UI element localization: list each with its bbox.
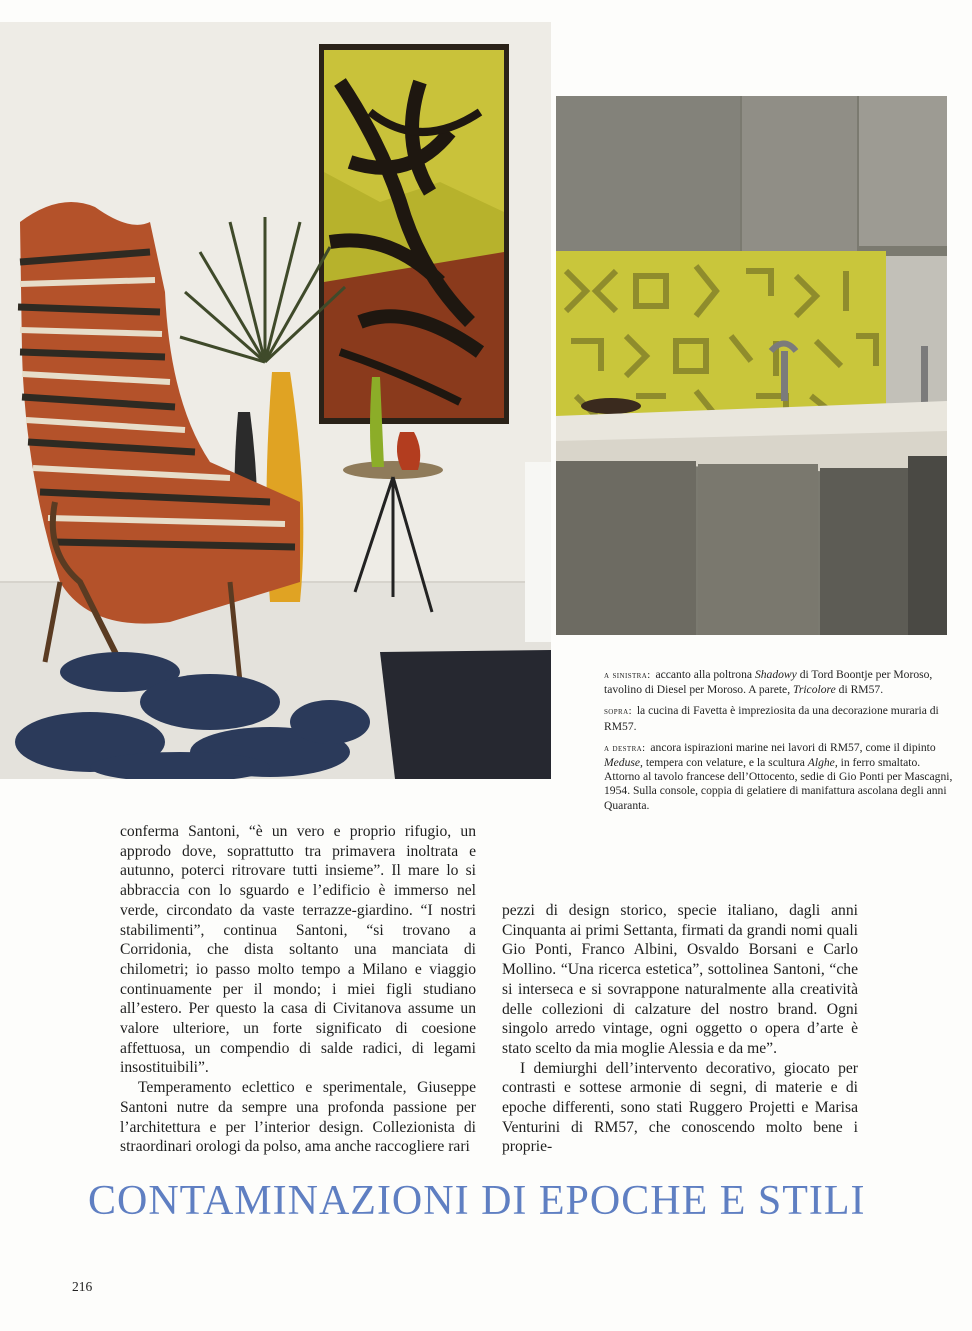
caption-right: a destra: ancora ispirazioni marine nei lavori di RM57, come il dipinto Meduse, tempera con velature, e la scultura Alghe, in ferro smaltato. Attorno al tavolo francese dell’Ottocento, sedie di Gio Ponti per Mascagni, 1954. Sulla console, coppia di gelatiere di manifattura ascolana degli anni Quaranta.	[604, 740, 953, 812]
section-headline: CONTAMINAZIONI DI EPOCHE E STILI	[88, 1178, 866, 1224]
page-number: 216	[72, 1279, 93, 1294]
caption-above: sopra: la cucina di Favetta è impreziosita da una decorazione muraria di RM57.	[604, 704, 939, 733]
paragraph: conferma Santoni, “è un vero e proprio rifugio, un approdo dove, soprattutto tra primavera inoltrata e autunno, poterci ritrovare tutti insieme”. Il mare lo si abbraccia con lo sguardo e l’edificio è immerso nel verde, circondato da vaste terrazze-giardino. “I nostri stabilimenti”, continua Santoni, “si trovano a Corridonia, che dista soltanto una manciata di chilometri; io passo molto tempo a Milano e viaggio continuamente per il mondo; i miei figli studiano all’estero. Per questo la casa di Civitanova assume un valore ulteriore, un forte significato di coesione affettuosa, un compendio di salde radici, di legami insostituibili”.	[120, 823, 476, 1077]
caption-left: a sinistra: accanto alla poltrona Shadowy di Tord Boontje per Moroso, tavolino di Diesel per Moroso. A parete, Tricolore di RM57.	[604, 668, 933, 697]
photo-living-room	[0, 22, 551, 779]
paragraph: Temperamento eclettico e sperimentale, Giuseppe Santoni nutre da sempre una profonda passione per l’architettura e per l’interior design. Collezionista di straordinari orologi da polso, ama anche raccogliere rari	[120, 1079, 476, 1156]
paragraph: pezzi di design storico, specie italiano, dagli anni Cinquanta ai primi Settanta, firmati da grandi nomi quali Gio Ponti, Franco Albini, Osvaldo Borsani e Carlo Mollino. “Una ricerca estetica”, sottolinea Santoni, “che si interseca e si sovrappone naturalmente alla creatività delle collezioni di calzature del nostro brand. Ogni singolo arredo vintage, ogni oggetto o opera d’arte è stato scelto da mia moglie Alessia e da me”.	[502, 902, 858, 1057]
paragraph: I demiurghi dell’intervento decorativo, giocato per contrasti e sottese armonie di segni, di materie e di epoche differenti, sono stati Ruggero Projetti e Marisa Venturini di RM57, che conoscendo molto bene i proprie-	[502, 1059, 858, 1156]
photo-kitchen	[556, 96, 947, 635]
body-column-right	[502, 901, 858, 1157]
photo-caption	[604, 668, 954, 820]
body-column-left	[120, 822, 476, 1157]
